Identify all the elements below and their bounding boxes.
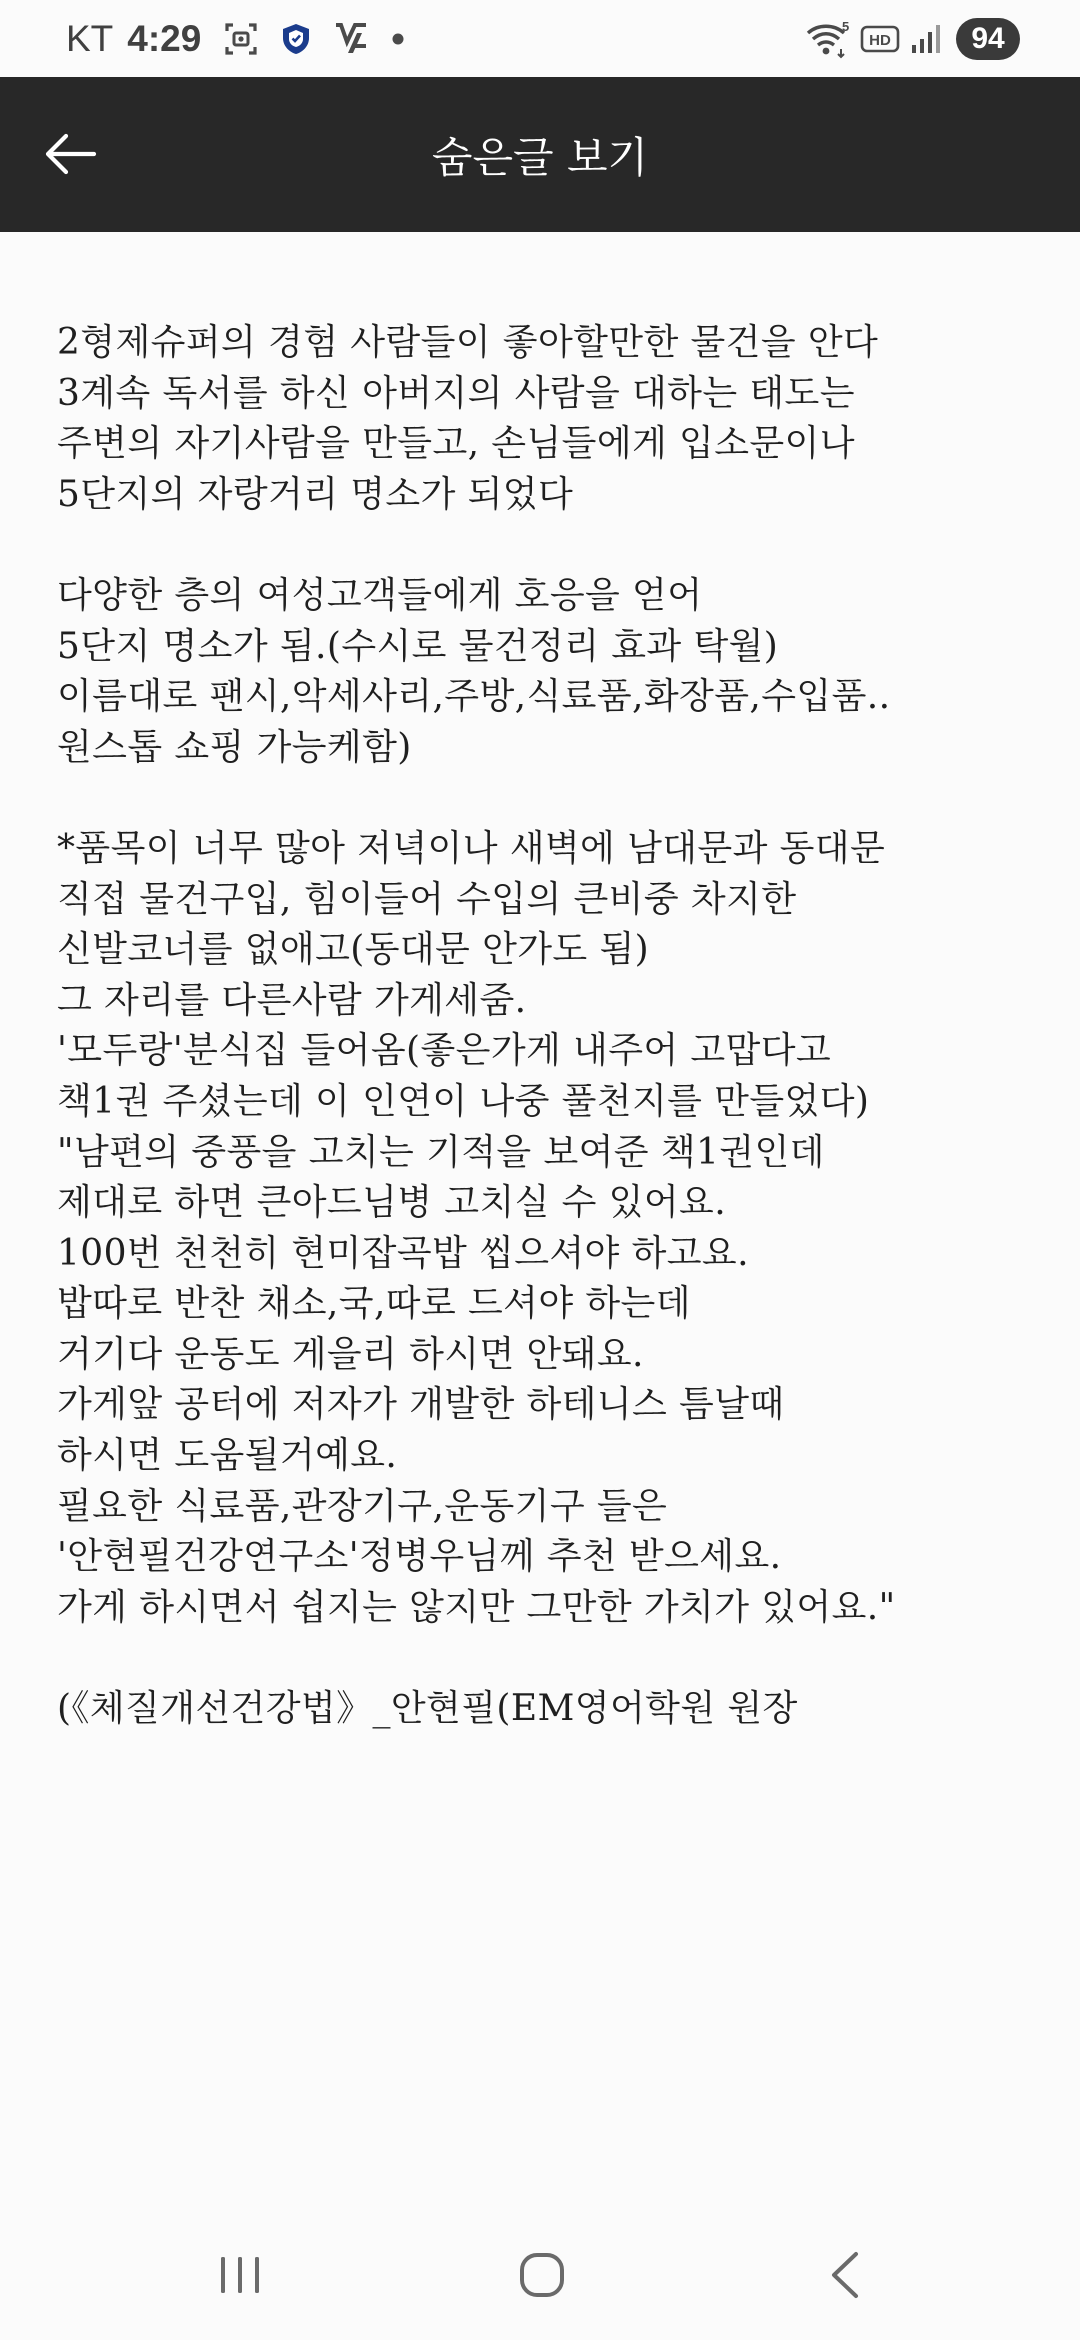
vpn-icon (333, 22, 369, 56)
text-line: (《체질개선건강법》_안현필(EM영어학원 원장 (57, 1688, 798, 1730)
navigation-bar (0, 2220, 1080, 2340)
text-line: 2형제슈퍼의 경험 사람들이 좋아할만한 물건을 안다 (57, 322, 879, 363)
recent-apps-icon (216, 2253, 264, 2297)
text-line: 가게앞 공터에 저자가 개발한 하테니스 틈날때 (57, 1384, 785, 1426)
paragraph-gap (57, 520, 1047, 571)
screenshot-icon (223, 21, 259, 57)
text-line: 이름대로 팬시,악세사리,주방,식료품,화장품,수입품.. (57, 676, 891, 718)
text-line: "남편의 중풍을 고치는 기적을 보여준 책1권인데 (57, 1131, 825, 1173)
app-bar (0, 77, 1080, 232)
text-line: 100번 천천히 현미잡곡밥 씹으셔야 하고요. (57, 1232, 749, 1274)
text-line: 가게 하시면서 쉽지는 않지만 그만한 가치가 있어요." (57, 1586, 896, 1628)
text-line: 책1권 주셨는데 이 인연이 나중 풀천지를 만들었다) (57, 1080, 870, 1122)
signal-icon (910, 23, 942, 55)
text-line: 주변의 자기사람을 만들고, 손님들에게 입소문이나 (57, 423, 855, 465)
recent-apps-button[interactable] (170, 2220, 310, 2330)
text-line: *품목이 너무 많아 저녁이나 새벽에 남대문과 동대문 (57, 827, 886, 869)
home-icon (517, 2250, 567, 2300)
text-line: 5단지의 자랑거리 명소가 되었다 (57, 473, 574, 515)
shield-icon (281, 22, 311, 56)
paragraph-gap (57, 773, 1047, 824)
status-left (66, 14, 405, 64)
text-line: 원스톱 쇼핑 가능케함) (57, 726, 412, 768)
hd-icon (860, 24, 900, 54)
status-right (782, 14, 1020, 64)
hd-label: HD (869, 32, 891, 49)
page-title: 숨은글 보기 (431, 132, 649, 182)
text-line: 하시면 도움될거예요. (57, 1435, 398, 1477)
nav-back-button[interactable] (774, 2220, 914, 2330)
text-line: 밥따로 반찬 채소,국,따로 드셔야 하는데 (57, 1283, 691, 1325)
chevron-left-icon (826, 2250, 862, 2300)
wifi-badge: 5 (842, 19, 850, 34)
text-line: 거기다 운동도 게을리 하시면 안돼요. (57, 1333, 644, 1375)
text-line: 직접 물건구입, 힘이들어 수입의 큰비중 차지한 (57, 878, 797, 920)
paragraph-gap (57, 1633, 1047, 1684)
text-line: '안현필건강연구소'정병우님께 추천 받으세요. (57, 1536, 782, 1578)
text-line: 제대로 하면 큰아드님병 고치실 수 있어요. (57, 1182, 727, 1224)
clock: 4:29 (127, 18, 202, 59)
carrier-label: KT (66, 18, 114, 59)
hidden-text-content (57, 318, 1047, 1735)
text-line: '모두랑'분식집 들어옴(좋은가게 내주어 고맙다고 (57, 1030, 832, 1072)
text-line: 필요한 식료품,관장기구,운동기구 들은 (57, 1485, 668, 1527)
wifi-icon (804, 19, 850, 59)
dot-icon (391, 32, 405, 46)
text-line: 다양한 층의 여성고객들에게 호응을 얻어 (57, 574, 703, 616)
text-line: 5단지 명소가 됨.(수시로 물건정리 효과 탁월) (57, 625, 779, 667)
battery-indicator: 94 (956, 18, 1020, 60)
text-line: 3계속 독서를 하신 아버지의 사람을 대하는 태도는 (57, 372, 855, 414)
status-bar (0, 0, 1080, 77)
home-button[interactable] (472, 2220, 612, 2330)
text-line: 신발코너를 없애고(동대문 안가도 됨) (57, 929, 650, 971)
text-line: 그 자리를 다른사람 가게세줌. (57, 979, 527, 1021)
